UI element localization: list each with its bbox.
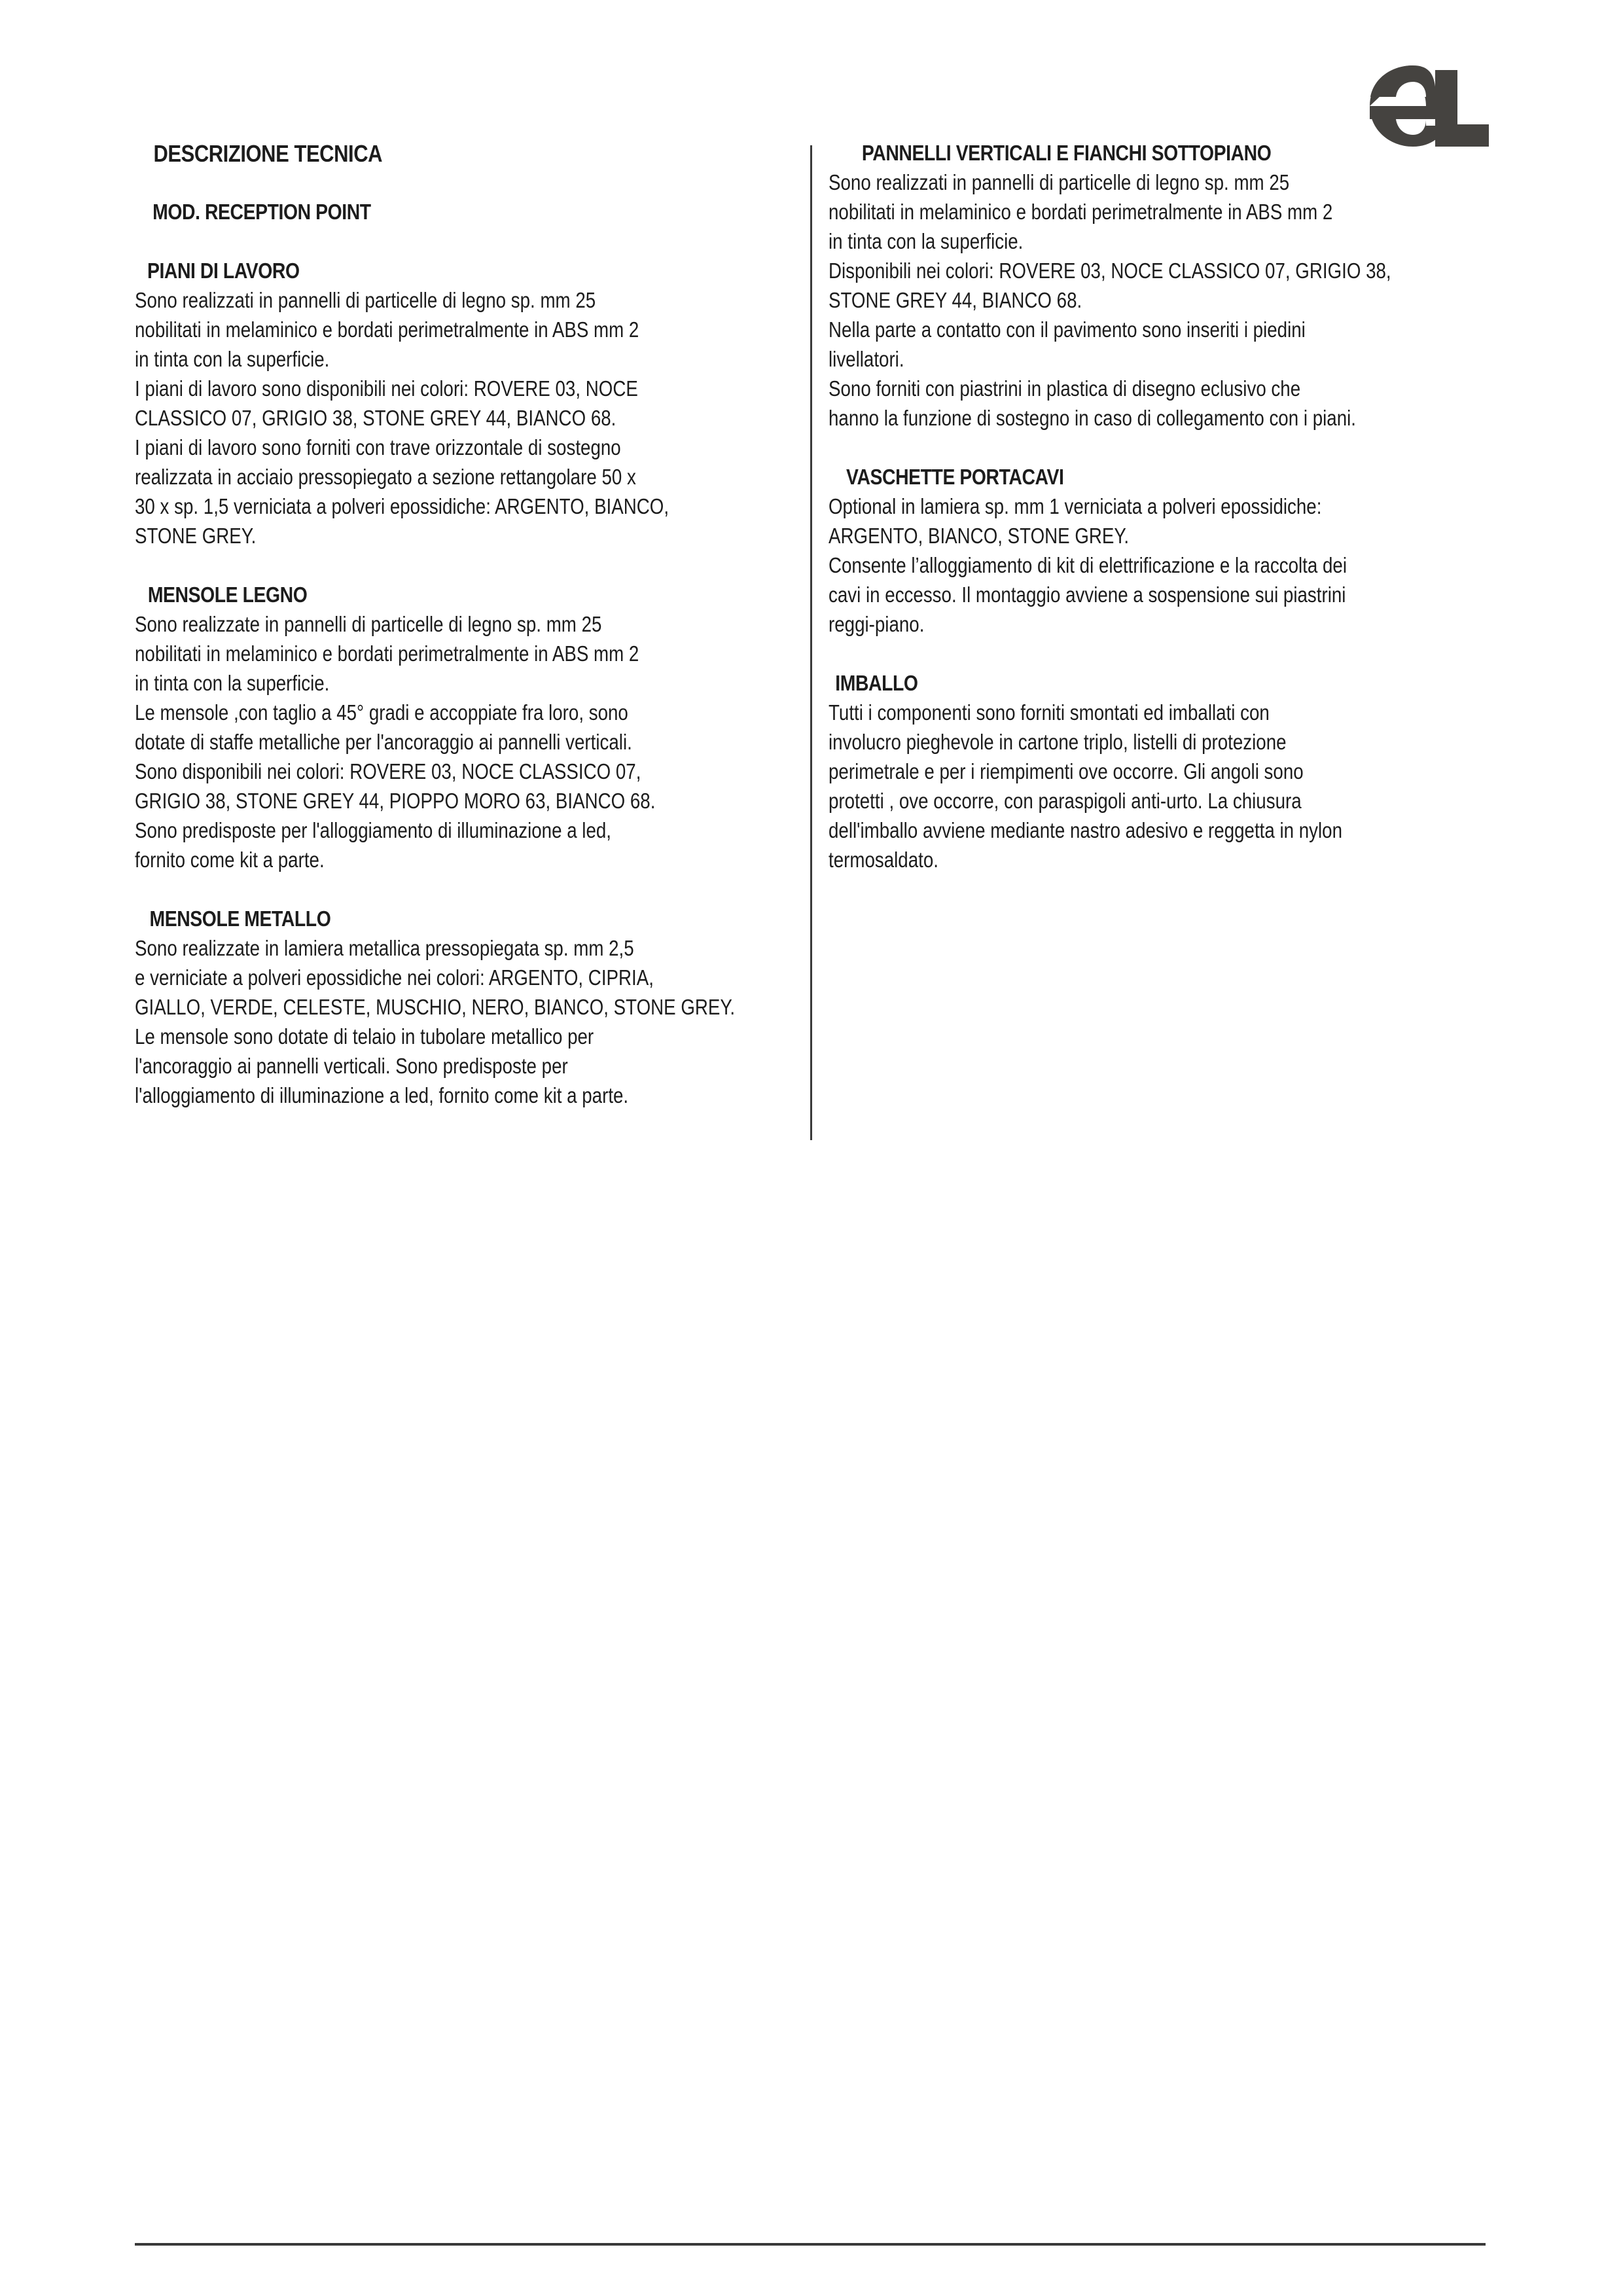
text-line: Consente l’alloggiamento di kit di elettrificazione e la raccolta dei [829,553,1347,577]
text-line: hanno la funzione di sostegno in caso di collegamento con i piani. [829,406,1356,430]
text-line: Sono realizzate in lamiera metallica pressopiegata sp. mm 2,5 [135,936,634,960]
section-heading: IMBALLO [835,671,918,695]
text-line: Optional in lamiera sp. mm 1 verniciata a polveri epossidiche: [829,494,1322,518]
brand-logo [1370,65,1489,147]
text-line: Sono realizzati in pannelli di particelle di legno sp. mm 25 [135,288,596,312]
text-line: Sono disponibili nei colori: ROVERE 03, NOCE CLASSICO 07, [135,759,641,783]
text-line: livellatori. [829,347,904,371]
column-divider [810,145,812,1140]
text-line: ARGENTO, BIANCO, STONE GREY. [829,524,1130,548]
text-line: 30 x sp. 1,5 verniciata a polveri epossidiche: ARGENTO, BIANCO, [135,494,669,518]
text-line: Sono realizzate in pannelli di particelle di legno sp. mm 25 [135,612,602,636]
text-line: CLASSICO 07, GRIGIO 38, STONE GREY 44, BIANCO 68. [135,406,616,430]
text-line: I piani di lavoro sono forniti con trave orizzontale di sostegno [135,435,621,459]
text-line: realizzata in acciaio pressopiegato a sezione rettangolare 50 x [135,465,636,489]
section-heading: PANNELLI VERTICALI E FIANCHI SOTTOPIANO [861,141,1272,165]
text-line: Sono realizzati in pannelli di particelle di legno sp. mm 25 [829,170,1290,194]
text-line: STONE GREY 44, BIANCO 68. [829,288,1082,312]
text-line: involucro pieghevole in cartone triplo, listelli di protezione [829,730,1287,754]
text-line: l'alloggiamento di illuminazione a led, fornito come kit a parte. [135,1083,629,1107]
text-line: in tinta con la superficie. [135,347,330,371]
section-heading: PIANI DI LAVORO [147,259,300,283]
text-line: in tinta con la superficie. [829,229,1024,253]
text-line: Le mensole ,con taglio a 45° gradi e accoppiate fra loro, sono [135,700,628,725]
text-line: perimetrale e per i riempimenti ove occorre. Gli angoli sono [829,759,1304,783]
text-line: in tinta con la superficie. [135,671,330,695]
text-line: reggi-piano. [829,612,925,636]
el-logo-icon [1370,65,1489,147]
text-line: nobilitati in melaminico e bordati perimetralmente in ABS mm 2 [135,317,639,342]
text-line: Disponibili nei colori: ROVERE 03, NOCE CLASSICO 07, GRIGIO 38, [829,259,1391,283]
text-line: Nella parte a contatto con il pavimento sono inseriti i piedini [829,317,1306,342]
text-line: STONE GREY. [135,524,257,548]
model-name: MOD. RECEPTION POINT [152,200,371,224]
text-line: fornito come kit a parte. [135,848,325,872]
section-heading: VASCHETTE PORTACAVI [846,465,1064,489]
footer-rule [135,2243,1486,2246]
text-line: GRIGIO 38, STONE GREY 44, PIOPPO MORO 63, BIANCO 68. [135,789,656,813]
text-line: l'ancoraggio ai pannelli verticali. Sono predisposte per [135,1054,568,1078]
text-line: Le mensole sono dotate di telaio in tubolare metallico per [135,1024,594,1049]
text-line: I piani di lavoro sono disponibili nei colori: ROVERE 03, NOCE [135,376,638,401]
text-line: e verniciate a polveri epossidiche nei colori: ARGENTO, CIPRIA, [135,965,654,990]
text-line: dotate di staffe metalliche per l'ancoraggio ai pannelli verticali. [135,730,632,754]
section-heading: MENSOLE METALLO [149,906,331,931]
text-line: cavi in eccesso. Il montaggio avviene a sospensione sui piastrini [829,583,1346,607]
text-line: nobilitati in melaminico e bordati perimetralmente in ABS mm 2 [829,200,1333,224]
text-line: dell'imballo avviene mediante nastro adesivo e reggetta in nylon [829,818,1343,842]
section-heading: MENSOLE LEGNO [147,583,308,607]
text-line: Sono predisposte per l'alloggiamento di illuminazione a led, [135,818,612,842]
text-line: termosaldato. [829,848,938,872]
text-line: Tutti i componenti sono forniti smontati ed imballati con [829,700,1270,725]
text-line: nobilitati in melaminico e bordati perimetralmente in ABS mm 2 [135,641,639,666]
text-line: Sono forniti con piastrini in plastica di disegno eclusivo che [829,376,1301,401]
text-line: protetti , ove occorre, con paraspigoli anti-urto. La chiusura [829,789,1302,813]
text-line: GIALLO, VERDE, CELESTE, MUSCHIO, NERO, BIANCO, STONE GREY. [135,995,736,1019]
document-title: DESCRIZIONE TECNICA [153,140,383,167]
